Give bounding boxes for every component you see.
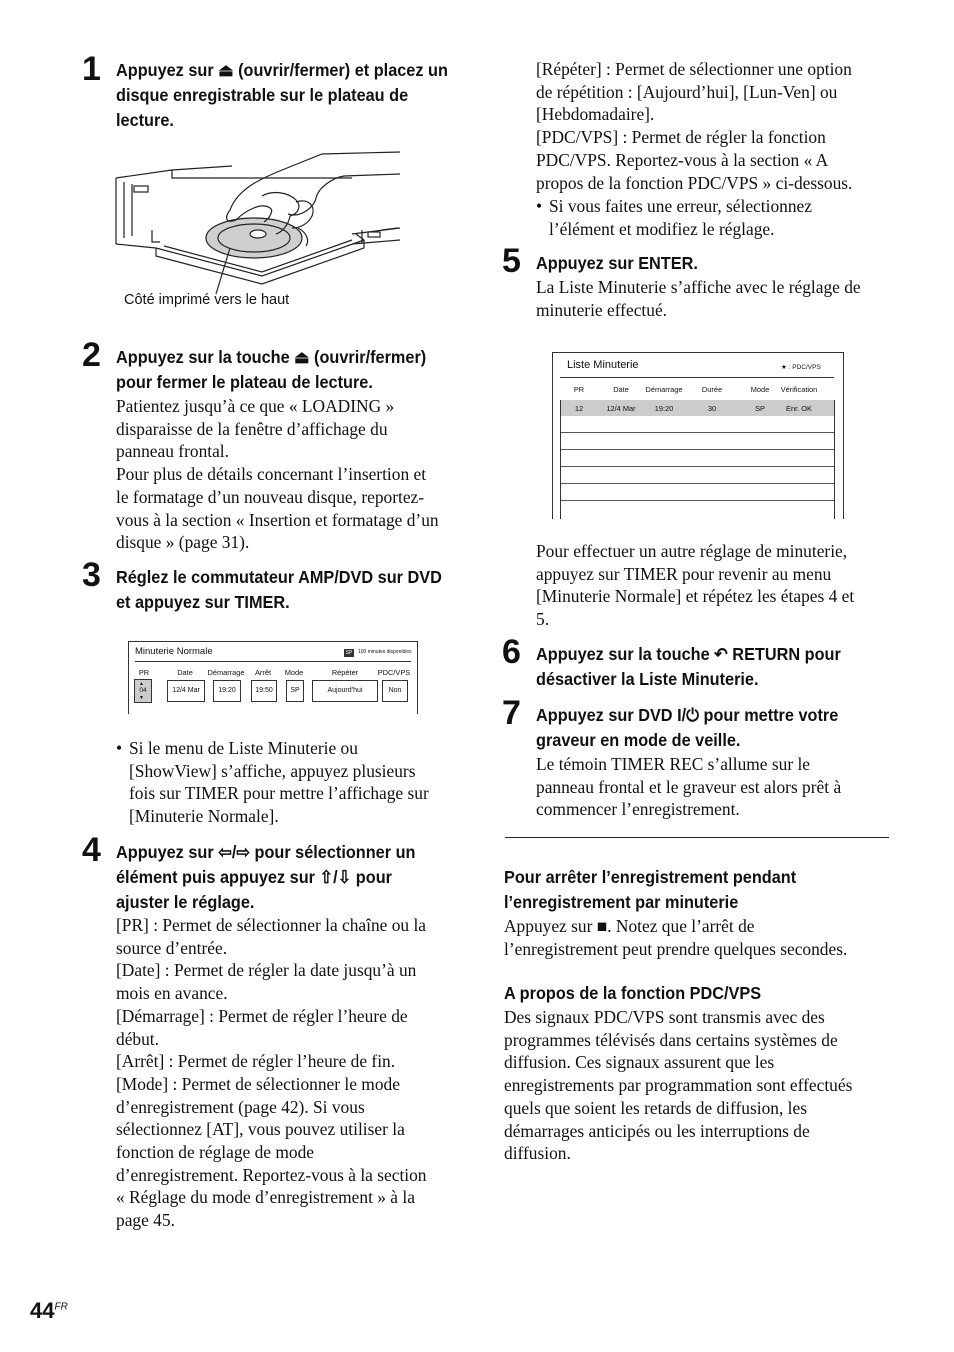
- step-heading: Appuyez sur ENTER.: [536, 253, 698, 273]
- body-line: [PDC/VPS] : Permet de régler la fonction: [536, 127, 826, 148]
- bullet-text: [549, 195, 812, 240]
- timer-list-screen: [552, 352, 844, 519]
- bullet-line: fois sur TIMER pour mettre l’affichage sur: [129, 783, 429, 804]
- body-line: mois en avance.: [116, 983, 228, 1004]
- table-row[interactable]: [560, 400, 834, 416]
- table-row[interactable]: [560, 433, 834, 450]
- body-line: page 45.: [116, 1210, 175, 1231]
- body-line: d’enregistrement (page 42). Si vous: [116, 1096, 365, 1117]
- step-body: [536, 540, 896, 631]
- body-line: début.: [116, 1028, 159, 1049]
- bullet-line: Si vous faites une erreur, sélectionnez: [549, 196, 812, 216]
- mode-badge: SP: [345, 650, 353, 656]
- page-number-value: 44: [30, 1298, 55, 1323]
- body-line: PDC/VPS. Reportez-vous à la section « A: [536, 149, 829, 170]
- body-line: commencer l’enregistrement.: [536, 799, 740, 820]
- column-header: Démarrage: [207, 668, 245, 677]
- table-cell: 30: [707, 404, 717, 413]
- down-arrow-icon: ▼: [139, 695, 144, 701]
- step-body: [536, 58, 896, 194]
- step-heading: [536, 703, 838, 753]
- section-heading: [504, 865, 796, 915]
- column-header: Durée: [701, 385, 723, 394]
- table-cell: SP: [755, 404, 765, 413]
- mode-field[interactable]: SP: [286, 680, 304, 702]
- body-line: appuyez sur TIMER pour revenir au menu: [536, 563, 832, 584]
- body-line: [Démarrage] : Permet de régler l’heure de: [116, 1005, 408, 1026]
- column-header: Répéter: [331, 668, 359, 677]
- body-line: [Arrêt] : Permet de régler l’heure de fin.: [116, 1051, 396, 1072]
- column-header: Date: [613, 385, 629, 394]
- column-header: PDC/VPS: [377, 668, 411, 677]
- heading-line: et appuyez sur TIMER.: [116, 592, 290, 612]
- table-border: [834, 400, 835, 519]
- start-field[interactable]: 19:20: [213, 680, 241, 702]
- heading-line: désactiver la Liste Minuterie.: [536, 669, 759, 689]
- body-line: [Mode] : Permet de sélectionner le mode: [116, 1073, 400, 1094]
- table-row[interactable]: [560, 484, 834, 501]
- body-line: [Minuterie Normale] et répétez les étapes 4 et: [536, 586, 855, 607]
- bullet-text: [129, 737, 429, 828]
- column-header: Arrêt: [254, 668, 271, 677]
- pdc-vps-field[interactable]: Non: [382, 680, 408, 702]
- body-line: de répétition : [Aujourd’hui], [Lun-Ven] ou: [536, 81, 838, 102]
- step-body: [536, 276, 896, 321]
- heading-line: élément puis appuyez sur ⇧/⇩ pour: [116, 867, 392, 887]
- table-row[interactable]: [560, 501, 834, 517]
- screen-title: Minuterie Normale: [135, 646, 213, 657]
- figure-caption: Côté imprimé vers le haut: [124, 292, 290, 308]
- column-header: Démarrage: [645, 385, 683, 394]
- body-line: fonction de réglage de mode: [116, 1142, 314, 1163]
- body-line: démarrages anticipés ou les interruptions de: [504, 1120, 810, 1141]
- divider: [560, 377, 834, 378]
- step-number: 6: [502, 633, 521, 671]
- heading-line: l’enregistrement par minuterie: [504, 892, 739, 912]
- stop-field[interactable]: 19:50: [251, 680, 277, 702]
- heading-line: Appuyez sur ⇦/⇨ pour sélectionner un: [116, 842, 416, 862]
- page-suffix: FR: [54, 1301, 68, 1313]
- step-body: [536, 753, 896, 821]
- body-line: Le témoin TIMER REC s’allume sur le: [536, 754, 811, 774]
- body-line: l’enregistrement peut prendre quelques secondes.: [504, 938, 848, 959]
- bullet-line: [ShowView] s’affiche, appuyez plusieurs: [129, 760, 416, 781]
- table-row[interactable]: [560, 416, 834, 433]
- remaining-time: 100 minutes disponibles: [358, 649, 412, 655]
- heading-line: lecture.: [116, 110, 174, 130]
- page-number: [30, 1298, 68, 1324]
- screen-title: Liste Minuterie: [567, 359, 639, 371]
- step-number: 1: [82, 50, 101, 88]
- pr-field[interactable]: [134, 679, 152, 703]
- body-line: propos de la fonction PDC/VPS » ci-dessous.: [536, 172, 853, 193]
- date-field[interactable]: 12/4 Mar: [167, 680, 205, 702]
- body-line: sélectionnez [AT], vous pouvez utiliser la: [116, 1119, 405, 1140]
- body-line: 5.: [536, 609, 550, 630]
- step-body: [116, 914, 476, 1232]
- table-cell: 12/4 Mar: [606, 404, 636, 413]
- body-line: quels que soient les retards de diffusion, les: [504, 1097, 807, 1118]
- up-arrow-icon: ▲: [139, 681, 144, 687]
- body-line: panneau frontal.: [116, 441, 229, 462]
- body-line: [Hebdomadaire].: [536, 104, 655, 125]
- body-line: disparaisse de la fenêtre d’affichage du: [116, 418, 388, 439]
- table-cell: 19:20: [654, 404, 674, 413]
- heading-line: Appuyez sur DVD I/⏻ pour mettre votre: [536, 705, 839, 725]
- body-line: le formatage d’un nouveau disque, reportez-: [116, 486, 425, 507]
- section-heading: A propos de la fonction PDC/VPS: [504, 983, 762, 1003]
- step-number: 4: [82, 831, 101, 869]
- timer-setting-screen: [128, 641, 418, 714]
- step-heading: [116, 345, 426, 395]
- body-line: d’enregistrement. Reportez-vous à la section: [116, 1164, 427, 1185]
- section-divider: [505, 837, 889, 838]
- body-line: source d’entrée.: [116, 937, 228, 958]
- table-row[interactable]: [560, 467, 834, 484]
- column-header: PR: [138, 668, 150, 677]
- body-line: enregistrements par programmation sont effectués: [504, 1075, 853, 1096]
- column-header: Date: [177, 668, 193, 677]
- body-line: disque » (page 31).: [116, 532, 250, 553]
- heading-line: Appuyez sur la touche ⏏ (ouvrir/fermer): [116, 347, 427, 367]
- column-header: Mode: [750, 385, 770, 394]
- heading-line: disque enregistrable sur le plateau de: [116, 85, 409, 105]
- section-body: [504, 915, 894, 960]
- table-row[interactable]: [560, 450, 834, 467]
- field-value: 04: [139, 687, 147, 694]
- step-number: 5: [502, 242, 521, 280]
- step-number: 2: [82, 336, 101, 374]
- body-line: Des signaux PDC/VPS sont transmis avec des: [504, 1007, 825, 1027]
- body-line: Pour effectuer un autre réglage de minuterie,: [536, 541, 848, 561]
- heading-line: Appuyez sur ⏏ (ouvrir/fermer) et placez un: [116, 60, 448, 80]
- heading-line: graveur en mode de veille.: [536, 730, 741, 750]
- heading-line: Appuyez sur la touche ↶ RETURN pour: [536, 644, 841, 664]
- bullet-line: Si le menu de Liste Minuterie ou: [129, 738, 358, 758]
- column-header: PR: [573, 385, 585, 394]
- body-line: vous à la section « Insertion et formatage d’un: [116, 509, 439, 530]
- body-line: « Réglage du mode d’enregistrement » à la: [116, 1187, 415, 1208]
- heading-line: Pour arrêter l’enregistrement pendant: [504, 867, 797, 887]
- body-line: [PR] : Permet de sélectionner la chaîne ou la: [116, 915, 427, 935]
- bullet-line: l’élément et modifiez le réglage.: [549, 218, 775, 239]
- body-line: Pour plus de détails concernant l’insertion et: [116, 464, 427, 485]
- step-number: 7: [502, 694, 521, 732]
- body-line: La Liste Minuterie s’affiche avec le réglage de: [536, 277, 861, 297]
- body-line: Patientez jusqu’à ce que « LOADING »: [116, 396, 395, 416]
- step-heading: [116, 840, 415, 915]
- body-line: Appuyez sur ■. Notez que l’arrêt de: [504, 916, 755, 936]
- body-line: [Date] : Permet de régler la date jusqu’à un: [116, 960, 417, 981]
- divider: [135, 661, 411, 662]
- bullet-dot-icon: •: [116, 738, 123, 758]
- table-border: [560, 400, 561, 519]
- body-line: diffusion.: [504, 1143, 571, 1164]
- table-cell: Enr. OK: [786, 404, 812, 413]
- heading-line: ajuster le réglage.: [116, 892, 255, 912]
- repeat-field[interactable]: Aujourd’hui: [312, 680, 378, 702]
- heading-line: pour fermer le plateau de lecture.: [116, 372, 373, 392]
- bullet-dot-icon: •: [536, 196, 543, 216]
- body-line: minuterie effectué.: [536, 299, 668, 320]
- disc-insertion-illustration: [112, 148, 408, 298]
- legend: ★ : PDC/VPS: [781, 364, 821, 371]
- body-line: [Répéter] : Permet de sélectionner une option: [536, 59, 852, 79]
- column-header: Mode: [284, 668, 304, 677]
- step-heading: [536, 642, 841, 692]
- section-body: [504, 1006, 894, 1165]
- bullet-line: [Minuterie Normale].: [129, 806, 279, 827]
- heading-line: Réglez le commutateur AMP/DVD sur DVD: [116, 567, 442, 587]
- step-heading: [116, 565, 442, 615]
- body-line: diffusion. Ces signaux assurent que les: [504, 1052, 775, 1073]
- body-line: programmes télévisés dans certains systèmes de: [504, 1029, 838, 1050]
- body-line: panneau frontal et le graveur est alors prêt à: [536, 776, 842, 797]
- table-cell: 12: [574, 404, 584, 413]
- step-body: [116, 395, 476, 554]
- step-number: 3: [82, 556, 101, 594]
- column-header: Vérification: [780, 385, 818, 394]
- step-heading: [116, 58, 448, 133]
